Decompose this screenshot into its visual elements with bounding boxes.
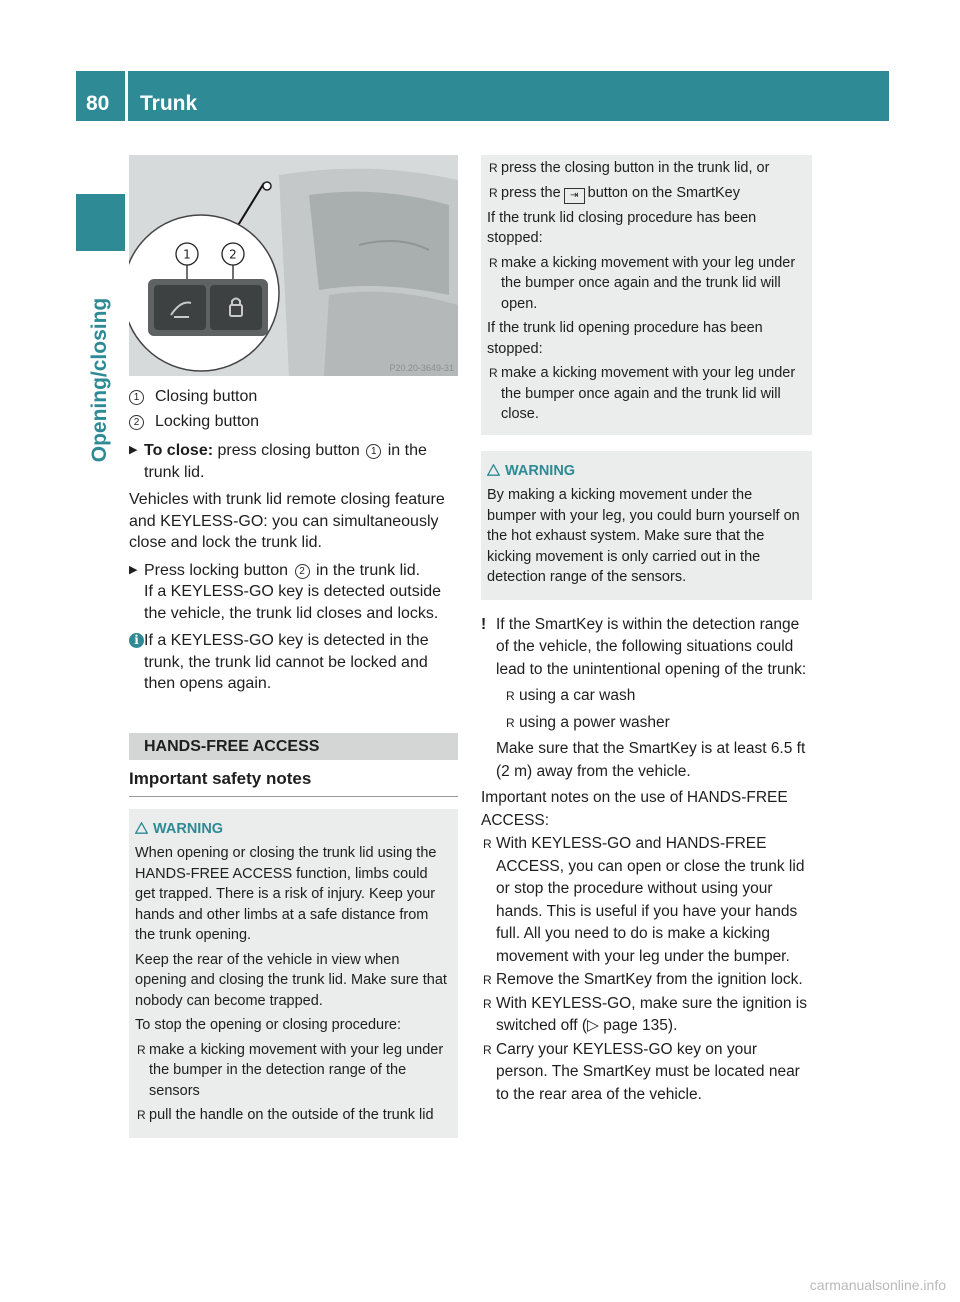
watermark: carmanualsonline.info — [809, 1276, 946, 1293]
right-column — [481, 155, 812, 1106]
warning-icon — [135, 822, 148, 834]
step-arrow-icon: ▶ — [129, 444, 138, 456]
info-icon: i — [129, 633, 144, 648]
sidebar-marker — [76, 194, 125, 251]
bullet-item: R pull the handle on the outside of the trunk lid — [137, 1107, 434, 1123]
trunk-key-icon: ⇥ — [564, 188, 585, 204]
bullet-item: R With KEYLESS-GO, make sure the ignition is switched off (▷ page 135). — [483, 994, 807, 1034]
callout-number: 2 — [295, 564, 310, 579]
warning-text: Keep the rear of the vehicle in view when opening and closing the trunk lid. Make sure that nobody can become trapped. — [135, 951, 447, 1009]
exclamation-icon: ! — [481, 615, 487, 633]
notice-text: If the SmartKey is within the detection range of the vehicle, the following situations could lead to the unintentional opening of the trunk: — [496, 615, 807, 678]
header-bar — [76, 71, 889, 121]
warning-title: WARNING — [487, 461, 805, 482]
step-arrow-icon: ▶ — [129, 563, 138, 576]
bullet-item: R using a car wash — [506, 687, 636, 704]
bullet-item: R using a power washer — [506, 713, 670, 731]
notice-note — [481, 614, 812, 784]
legend-item — [129, 384, 458, 409]
warning-continuation-box — [481, 155, 812, 435]
step-text: in the trunk lid. — [144, 442, 427, 481]
warning-icon — [487, 464, 500, 476]
callout-number: 1 — [129, 390, 144, 405]
warning-title: WARNING — [135, 819, 451, 840]
warning-text: By making a kicking movement under the bumper with your leg, you could burn yourself on the hot exhaust system. Make sure that the kicking movement is only carried out in the detection range of the sensors. — [487, 487, 800, 585]
callout-number: 1 — [366, 444, 381, 459]
trunk-illustration — [129, 155, 458, 376]
step-text: press closing button — [217, 442, 360, 459]
bullet-item: R make a kicking movement with your leg under the bumper in the detection range of the sensors — [137, 1041, 444, 1099]
trunk-figure — [129, 155, 458, 376]
box-text: If the trunk lid closing procedure has been stopped: — [487, 209, 757, 246]
bullet-item: R Carry your KEYLESS-GO key on your person. The SmartKey must be located near to the rear area of the vehicle. — [483, 1040, 800, 1103]
bullet-item: R make a kicking movement with your leg under the bumper once again and the trunk lid will open. — [489, 254, 796, 312]
header-separator — [125, 71, 128, 121]
warning-box — [129, 809, 458, 1138]
warning-text: To stop the opening or closing procedure: — [135, 1017, 402, 1033]
warning-box — [481, 451, 812, 600]
step-result: If a KEYLESS-GO key is detected outside the vehicle, the trunk lid closes and locks. — [144, 583, 442, 622]
section-heading: HANDS-FREE ACCESS — [129, 733, 458, 760]
step-text: Press locking button — [144, 561, 289, 579]
bullet-item: R press the ⇥ button on the SmartKey — [487, 183, 805, 204]
subsection-heading: Important safety notes — [129, 768, 458, 797]
callout-number: 2 — [129, 415, 144, 430]
warning-text: When opening or closing the trunk lid using the HANDS-FREE ACCESS function, limbs could get trapped. There is a risk of injury. Keep your hands and other limbs at a safe distance from the trunk opening. — [135, 845, 437, 943]
svg-text:2: 2 — [229, 247, 237, 262]
bullet-item: R Remove the SmartKey from the ignition lock. — [483, 971, 803, 988]
paragraph: Vehicles with trunk lid remote closing feature and KEYLESS-GO: you can simultaneously close and lock the trunk lid. — [129, 491, 445, 551]
step-text: in the trunk lid. — [315, 561, 421, 579]
legend-item — [129, 409, 458, 434]
page-number: 80 — [86, 92, 110, 115]
box-text: If the trunk lid opening procedure has been stopped: — [487, 320, 763, 357]
bullet-item: R press the closing button in the trunk lid, or — [489, 160, 770, 176]
page-title: Trunk — [140, 92, 198, 115]
instruction-step — [129, 440, 458, 483]
legend-text: Closing button — [155, 388, 258, 405]
paragraph: Important notes on the use of HANDS-FREE ACCESS: — [481, 789, 788, 829]
left-column — [129, 155, 458, 1138]
notice-text: Make sure that the SmartKey is at least 6.5 ft (2 m) away from the vehicle. — [496, 740, 806, 780]
step-label: To close: — [144, 442, 214, 459]
bullet-item: R make a kicking movement with your leg under the bumper once again and the trunk lid will close. — [489, 365, 796, 422]
bullet-item: R With KEYLESS-GO and HANDS-FREE ACCESS, you can open or close the trunk lid or stop the procedure without using your hands. This is useful if you have your hands full. All you need to do is make a kicking movement with your leg under the bumper. — [483, 835, 805, 965]
instruction-step — [129, 560, 458, 625]
figure-code: P20.20-3649-31 — [389, 363, 454, 373]
info-note — [129, 630, 458, 695]
svg-text:1: 1 — [183, 247, 191, 262]
legend-text: Locking button — [155, 413, 260, 430]
sidebar-label: Opening/closing — [88, 297, 111, 463]
info-text: If a KEYLESS-GO key is detected in the trunk, the trunk lid cannot be locked and then opens again. — [144, 632, 429, 692]
